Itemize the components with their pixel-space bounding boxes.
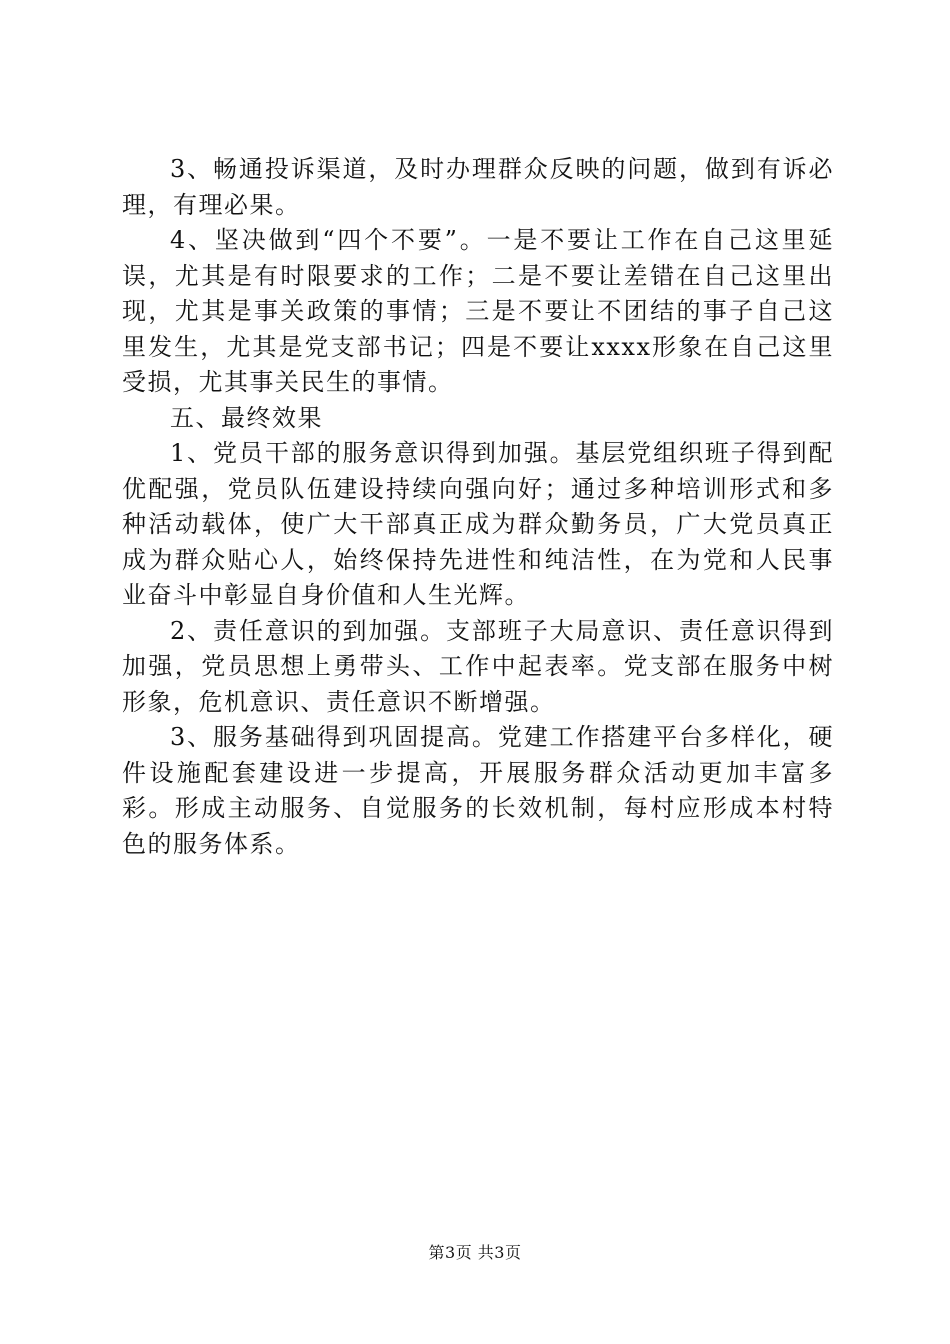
section-heading-final-results: 五、最终效果 [170, 403, 323, 432]
paragraph-complaint-channels: 3、畅通投诉渠道，及时办理群众反映的问题，做到有诉必理，有理必果。 [122, 155, 834, 219]
paragraph-responsibility-awareness: 2、责任意识的到加强。支部班子大局意识、责任意识得到加强，党员思想上勇带头、工作中起表率。党支部在服务中树形象，危机意识、责任意识不断增强。 [122, 616, 834, 716]
page-number-footer: 第3页 共3页 [428, 1243, 522, 1262]
paragraph-service-foundation: 3、服务基础得到巩固提高。党建工作搭建平台多样化，硬件设施配套建设进一步提高，开展服务群众活动更加丰富多彩。形成主动服务、自觉服务的长效机制，每村应形成本村特色的服务体系。 [122, 723, 834, 858]
paragraph-service-awareness: 1、党员干部的服务意识得到加强。基层党组织班子得到配优配强，党员队伍建设持续向强向好；通过多种培训形式和多种活动载体，使广大干部真正成为群众勤务员，广大党员真正成为群众贴心人，始终保持先进性和纯洁性，在为党和人民事业奋斗中彰显自身价值和人生光辉。 [122, 439, 834, 609]
document-body [122, 152, 834, 862]
paragraph-four-donts: 4、坚决做到“四个不要”。一是不要让工作在自己这里延误，尤其是有时限要求的工作；二是不要让差错在自己这里出现，尤其是事关政策的事情；三是不要让不团结的事子自己这里发生，尤其是党支部书记；四是不要让xxxx形象在自己这里受损，尤其事关民生的事情。 [122, 226, 834, 396]
